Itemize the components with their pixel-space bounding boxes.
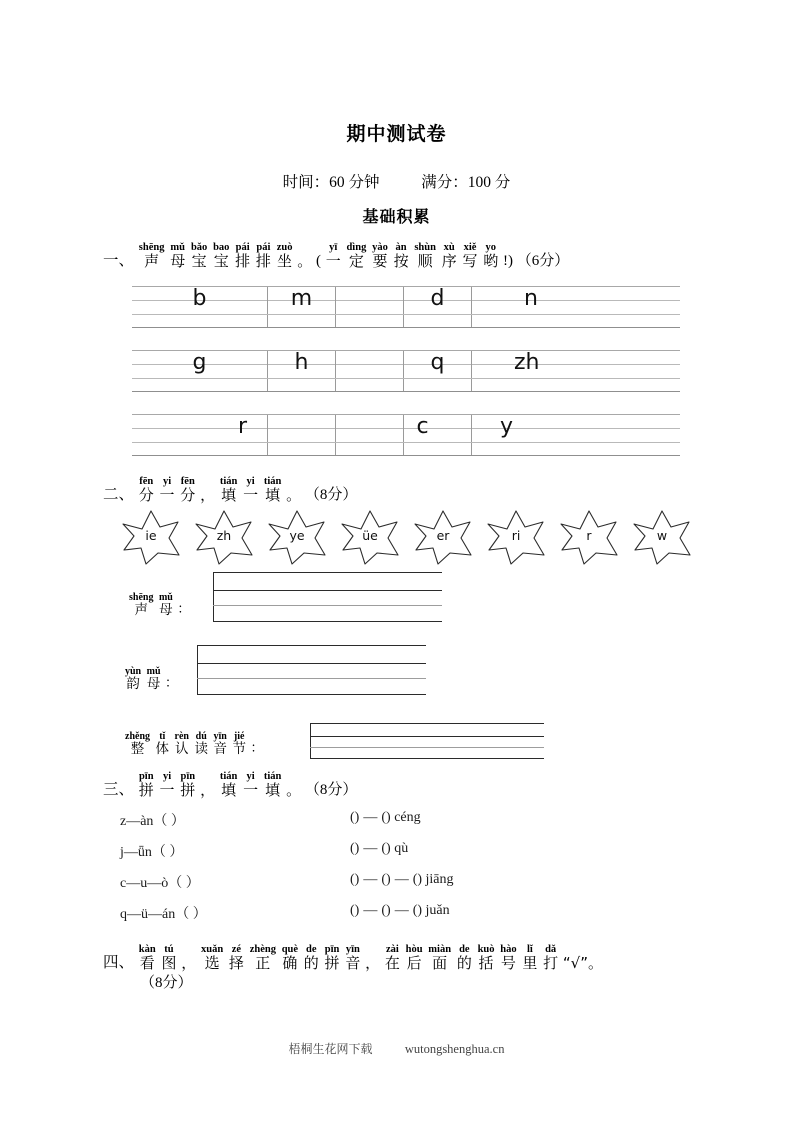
- ruby-pair: shēng 声: [138, 242, 165, 270]
- ruby-pair: yi 一: [243, 476, 259, 504]
- section-title: 基础积累: [362, 207, 431, 226]
- grid-cell[interactable]: b: [132, 287, 268, 327]
- ruby-pair: pīn 拼: [324, 944, 340, 972]
- grid-cell[interactable]: [336, 287, 404, 327]
- syllable-blank-right[interactable]: () — () céng: [350, 810, 421, 825]
- syllable-spell-left[interactable]: q—ü—án（ ）: [120, 907, 207, 922]
- ruby-pair: mǔ 母: [170, 242, 186, 270]
- pinyin-grid-row-1: [132, 286, 680, 328]
- grid-cell[interactable]: r: [268, 415, 336, 455]
- score-label: 满分：100 分: [421, 174, 511, 191]
- ruby-pair: tián 填: [219, 771, 238, 799]
- question-4-points-line: [140, 975, 193, 992]
- star-label: üe: [362, 528, 378, 543]
- grid-band: [132, 286, 680, 328]
- star-shape-ye[interactable]: [266, 508, 328, 566]
- syllable-blank-right[interactable]: () — () qù: [350, 841, 409, 856]
- target-syllable: qù: [394, 841, 409, 856]
- star-shape-ri[interactable]: [485, 508, 547, 566]
- ruby-pair: shēng 声: [129, 592, 154, 618]
- grid-cell[interactable]: [336, 351, 404, 391]
- category-label-yunmu: [124, 666, 178, 692]
- ruby-pair: pīn 拼: [138, 771, 154, 799]
- question-2-number: 二、: [103, 485, 135, 503]
- question-4-heading: [103, 944, 603, 972]
- grid-cell[interactable]: q: [404, 351, 472, 391]
- ruby-pair: fēn 分: [180, 476, 196, 504]
- ruby-pair: miàn 面: [428, 944, 452, 972]
- grid-cell[interactable]: n: [524, 286, 538, 311]
- syllable-spell-left[interactable]: j—ǖn（ ）: [120, 845, 184, 860]
- colon: ：: [177, 602, 191, 617]
- syllable-spell-left[interactable]: z—àn（ ）: [120, 814, 185, 829]
- writing-lines-shengmu[interactable]: [213, 572, 442, 622]
- syllable-blank-right[interactable]: () — () — () jiāng: [350, 872, 454, 887]
- question-4-number: 四、: [103, 953, 135, 971]
- ruby-pair: pái 排: [235, 242, 251, 270]
- ruby-pair: yīn 音: [345, 944, 361, 972]
- pinyin-grid-row-3: [132, 414, 680, 456]
- ruby-pair: tián 填: [263, 771, 282, 799]
- ruby-pair: tián 填: [263, 476, 282, 504]
- ruby-pair: hào 号: [500, 944, 517, 972]
- question-1-heading: [103, 242, 569, 270]
- ruby-pair: kuò 括: [477, 944, 495, 972]
- star-label: r: [586, 528, 592, 543]
- ruby-pair: yùn 韵: [125, 666, 142, 692]
- ruby-pair: mǔ 母: [146, 666, 161, 692]
- exercise-row: [120, 868, 720, 899]
- ruby-pair: de 的: [303, 944, 319, 972]
- ruby-pair: yīn 音: [213, 731, 227, 757]
- ruby-pair: jié 节: [232, 731, 246, 757]
- question-3-heading: [103, 771, 357, 799]
- ruby-pair: àn 按: [393, 242, 409, 270]
- star-label: ie: [145, 528, 157, 543]
- grid-cell[interactable]: m: [268, 287, 336, 327]
- ruby-pair: hòu 后: [405, 944, 423, 972]
- ruby-pair: què 确: [281, 944, 299, 972]
- category-label-shengmu: [128, 592, 190, 618]
- star-shape-ue[interactable]: [339, 508, 401, 566]
- ruby-pair: bao 宝: [213, 242, 230, 270]
- ruby-pair: fēn 分: [138, 476, 154, 504]
- ruby-pair: yī 一: [325, 242, 341, 270]
- writing-lines-yunmu[interactable]: [197, 645, 426, 695]
- star-label: ye: [289, 528, 305, 543]
- ruby-pair: pái 排: [255, 242, 271, 270]
- ruby-pair: yi 一: [243, 771, 259, 799]
- ruby-pair: dìng 定: [346, 242, 367, 270]
- question-3-number: 三、: [103, 780, 135, 798]
- ruby-pair: tián 填: [219, 476, 238, 504]
- syllable-spell-left[interactable]: c—u—ò（ ）: [120, 876, 200, 891]
- colon: ：: [165, 676, 179, 691]
- ruby-pair: dǎ 打: [543, 944, 559, 972]
- period: 。: [297, 252, 313, 270]
- writing-line: [213, 605, 442, 606]
- star-shape-r[interactable]: [558, 508, 620, 566]
- grid-cell[interactable]: d: [404, 287, 472, 327]
- writing-line: [197, 663, 426, 664]
- line-cap: [213, 573, 214, 621]
- question-1-points: （6分）: [516, 253, 570, 269]
- question-1-number: 一、: [103, 251, 135, 269]
- checkmark-instruction: “√”。: [562, 954, 603, 972]
- ruby-pair: shùn 顺: [414, 242, 436, 270]
- ruby-pair: yi 一: [159, 771, 175, 799]
- ruby-pair: zhěng 整: [125, 731, 150, 757]
- page-title: 期中测试卷: [346, 123, 447, 145]
- star-label: er: [436, 528, 450, 543]
- exam-meta: [0, 170, 793, 192]
- ruby-pair: rèn 认: [174, 731, 189, 757]
- target-syllable: jiāng: [425, 872, 454, 887]
- ruby-pair: yào 要: [372, 242, 388, 270]
- writing-line: [310, 747, 544, 748]
- comma: ，: [200, 781, 216, 799]
- footer-watermark: [0, 1040, 793, 1057]
- colon: ：: [250, 741, 264, 756]
- exercise-row: [120, 806, 720, 837]
- ruby-pair: kàn 看: [138, 944, 156, 972]
- syllable-star-row: [120, 508, 700, 568]
- star-shape-er[interactable]: [412, 508, 474, 566]
- ruby-pair: yo 哟: [483, 242, 499, 270]
- question-2-heading: [103, 476, 357, 504]
- target-syllable: céng: [394, 810, 421, 825]
- ruby-pair: mǔ 母: [158, 592, 173, 618]
- syllable-blank-right[interactable]: () — () — () juǎn: [350, 903, 450, 918]
- grid-cell[interactable]: y: [500, 414, 514, 439]
- comma: ，: [200, 486, 216, 504]
- question-3-body: [120, 806, 720, 930]
- ruby-pair: zài 在: [384, 944, 400, 972]
- ruby-pair: tǐ 体: [155, 731, 169, 757]
- line-cap: [197, 646, 198, 694]
- writing-line: [310, 736, 544, 737]
- period: 。: [286, 486, 302, 504]
- ruby-pair: zuò 坐: [276, 242, 293, 270]
- ruby-pair: zé 择: [228, 944, 244, 972]
- ruby-pair: xù 序: [441, 242, 457, 270]
- grid-band: [132, 350, 680, 392]
- writing-line: [213, 590, 442, 591]
- star-shape-w[interactable]: [631, 508, 693, 566]
- writing-line: [197, 678, 426, 679]
- category-label-zhengtirendu: [124, 731, 263, 757]
- star-label: w: [656, 528, 668, 543]
- time-label: 时间：60 分钟: [282, 174, 380, 191]
- comma: ，: [365, 954, 381, 972]
- grid-band: [132, 414, 680, 456]
- ruby-pair: dú 读: [194, 731, 208, 757]
- footer-site-name: 梧桐生花网下载: [288, 1042, 373, 1056]
- grid-cell[interactable]: h: [268, 351, 336, 391]
- ruby-pair: de 的: [456, 944, 472, 972]
- ruby-pair: yi 一: [159, 476, 175, 504]
- line-cap: [310, 724, 311, 758]
- comma: ，: [181, 954, 197, 972]
- grid-cell[interactable]: g: [132, 351, 268, 391]
- ruby-pair: xuǎn 选: [200, 944, 224, 972]
- star-shape-zh[interactable]: [193, 508, 255, 566]
- target-syllable: juǎn: [425, 903, 450, 918]
- footer-site-url: wutongshenghua.cn: [404, 1042, 505, 1056]
- star-label: ri: [511, 528, 521, 543]
- grid-cell[interactable]: zh: [514, 350, 540, 375]
- pinyin-grid-row-2: [132, 350, 680, 392]
- ruby-pair: pīn 拼: [180, 771, 196, 799]
- ruby-pair: bǎo 宝: [190, 242, 208, 270]
- ruby-pair: zhèng 正: [249, 944, 276, 972]
- ruby-pair: xiě 写: [462, 242, 478, 270]
- grid-cell[interactable]: c: [404, 415, 472, 455]
- period: 。: [286, 781, 302, 799]
- exercise-row: [120, 837, 720, 868]
- star-label: zh: [216, 528, 232, 543]
- exercise-row: [120, 899, 720, 930]
- question-2-points: （8分）: [304, 487, 358, 503]
- paren-close: !): [503, 253, 513, 269]
- writing-lines-zhengtirendu[interactable]: [310, 723, 544, 759]
- question-3-points: （8分）: [304, 782, 358, 798]
- star-shape-ie[interactable]: [120, 508, 182, 566]
- ruby-pair: lǐ 里: [522, 944, 538, 972]
- ruby-pair: tú 图: [161, 944, 177, 972]
- paren-open: (: [315, 253, 321, 269]
- question-4-points: （8分）: [140, 975, 193, 991]
